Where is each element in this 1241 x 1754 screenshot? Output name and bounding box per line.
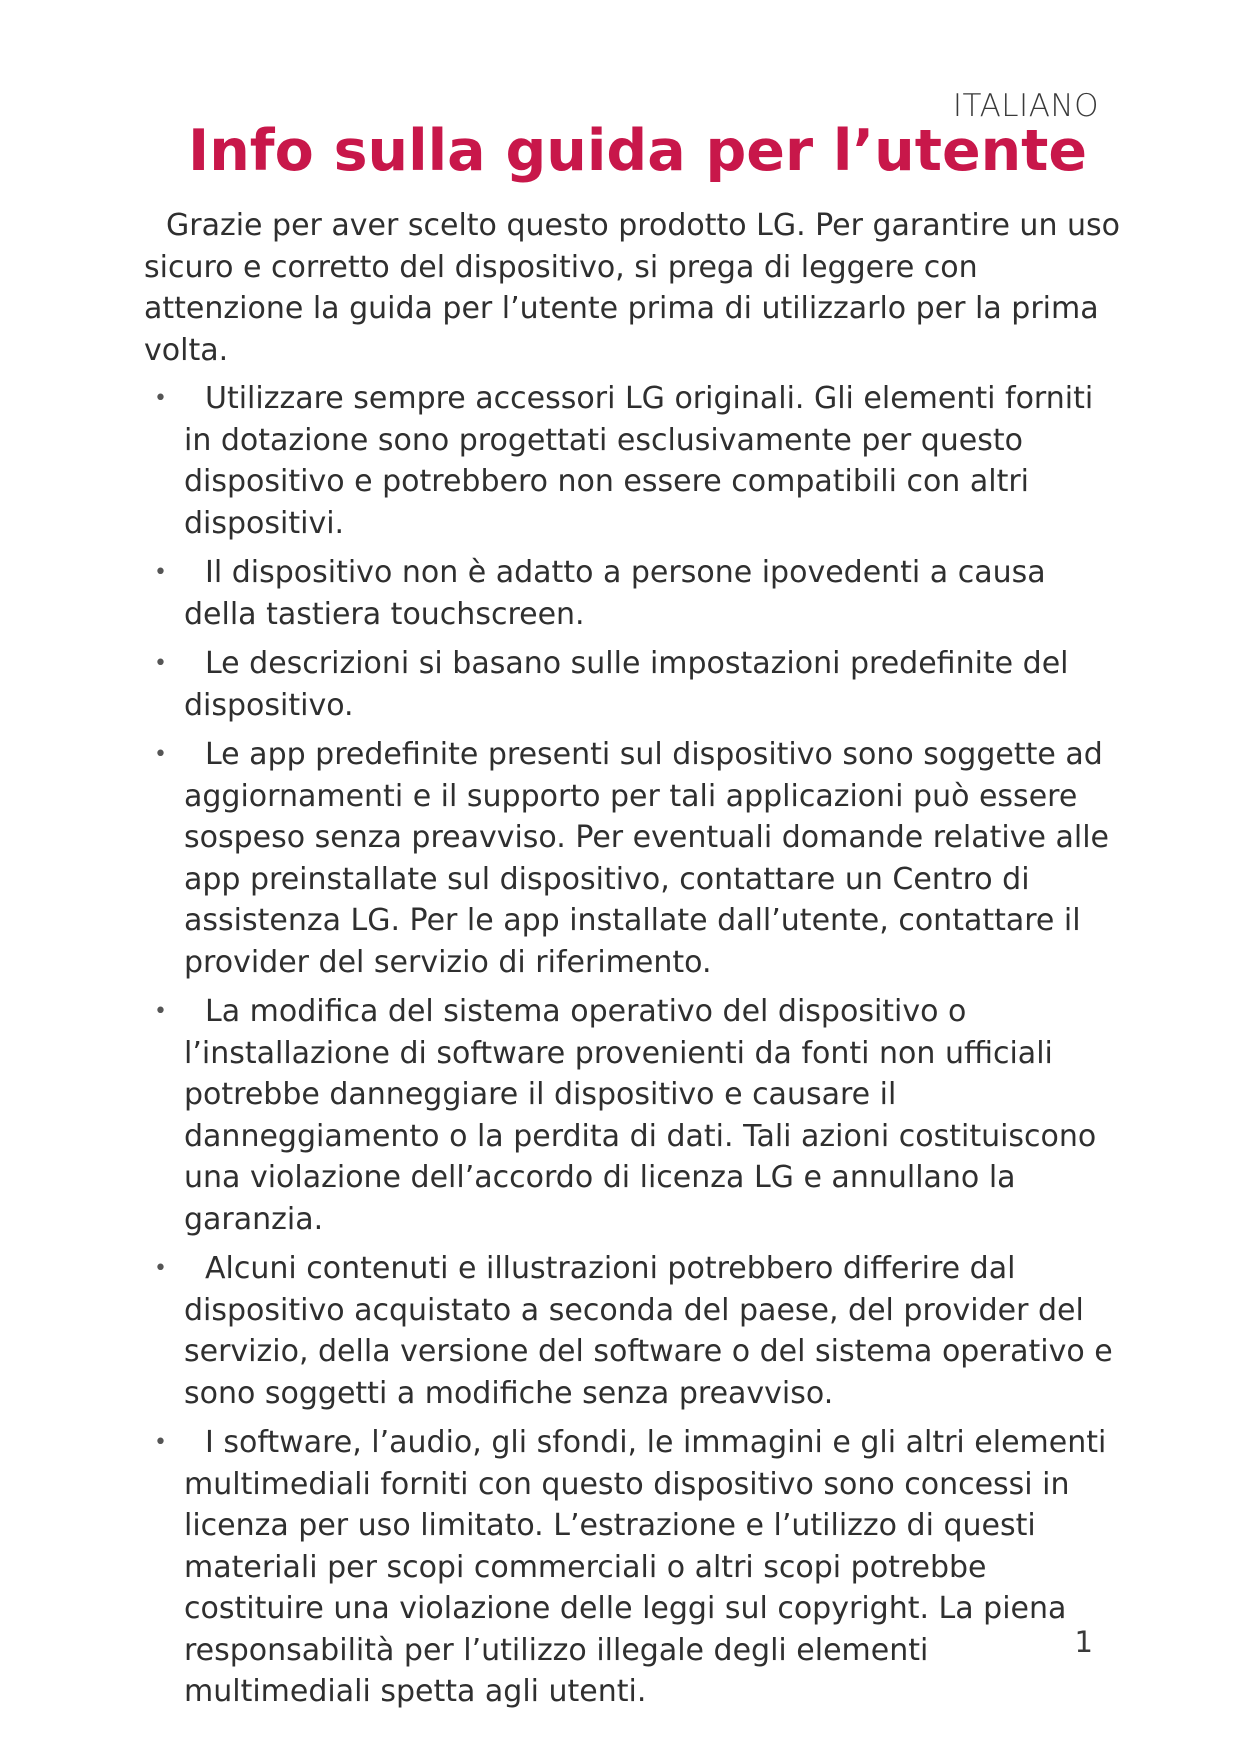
intro-paragraph: Grazie per aver scelto questo prodotto LG. Per garantire un uso sicuro e corretto del dispositivo, si prega di leggere con attenzione la guida per l’utente prima di utilizzarlo per la prima volta. (144, 208, 1120, 368)
bullet-icon: • (154, 1256, 167, 1281)
bullet-icon: • (154, 386, 167, 411)
list-item (144, 1422, 1124, 1713)
list-item-text: La modifica del sistema operativo del dispositivo o l’installazione di software provenienti da fonti non ufficiali potrebbe danneggiare il dispositivo e causare il danneggiamento o la perdita di dati. Tali azioni costituiscono una violazione dell’accordo di licenza LG e annullano la garanzia. (184, 994, 1097, 1237)
list-item (144, 734, 1124, 983)
list-item (144, 1248, 1124, 1414)
page-number: 1 (1074, 1625, 1093, 1659)
list-item-text: Utilizzare sempre accessori LG originali. Gli elementi forniti in dotazione sono progettati esclusivamente per questo dispositivo e potrebbero non essere compatibili con altri dispositivi. (184, 381, 1094, 541)
bullet-icon: • (154, 999, 167, 1024)
list-item (144, 643, 1124, 726)
bullet-icon: • (154, 651, 167, 676)
bullet-icon: • (154, 742, 167, 767)
list-item-text: I software, l’audio, gli sfondi, le immagini e gli altri elementi multimediali forniti con questo dispositivo sono concessi in licenza per uso limitato. L’estrazione e l’utilizzo di questi materiali per scopi commerciali o altri scopi potrebbe costituire una violazione delle leggi sul copyright. La piena responsabilità per l’utilizzo illegale degli elementi multimediali spetta agli utenti. (184, 1425, 1107, 1709)
list-item (144, 378, 1124, 544)
document-body (144, 205, 1124, 1721)
list-item-text: Le descrizioni si basano sulle impostazioni predefinite del dispositivo. (184, 646, 1069, 723)
list-item-text: Le app predefinite presenti sul dispositivo sono soggette ad aggiornamenti e il supporto per tali applicazioni può essere sospeso senza preavviso. Per eventuali domande relative alle app preinstallate sul dispositivo, contattare un Centro di assistenza LG. Per le app installate dall’utente, contattare il provider del servizio di riferimento. (184, 737, 1109, 980)
page-title: Info sulla guida per l’utente (188, 118, 1088, 184)
list-item-text: Il dispositivo non è adatto a persone ipovedenti a causa della tastiera touchscreen. (184, 555, 1046, 632)
list-item-text: Alcuni contenuti e illustrazioni potrebbero differire dal dispositivo acquistato a seconda del paese, del provider del servizio, della versione del software o del sistema operativo e sono soggetti a modifiche senza preavviso. (184, 1251, 1113, 1411)
bullet-list (144, 378, 1124, 1713)
bullet-icon: • (154, 560, 167, 585)
list-item (144, 991, 1124, 1240)
bullet-icon: • (154, 1430, 167, 1455)
language-label: ITALIANO (952, 88, 1099, 124)
list-item (144, 552, 1124, 635)
